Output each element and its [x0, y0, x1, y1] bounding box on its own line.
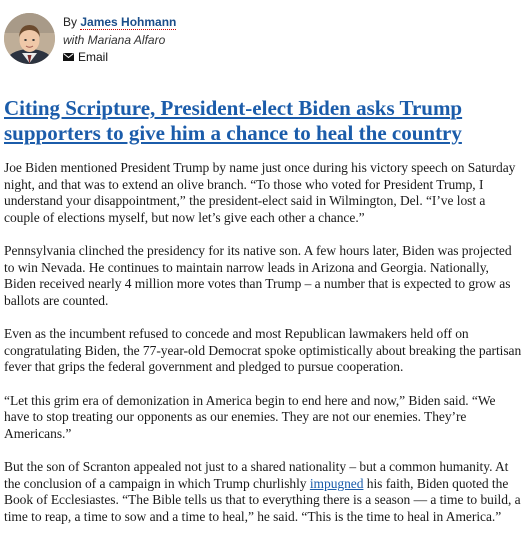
byline [0, 0, 525, 80]
paragraph: Even as the incumbent refused to concede and most Republican lawmakers held off on congratulating Biden, the 77-year-old Democrat spoke optimistically about breaking the partisan fever that grips the federal government and pledged to pursue cooperation. [4, 326, 522, 374]
contributor-line: with Mariana Alfaro [63, 33, 166, 47]
paragraph: Pennsylvania clinched the presidency for its native son. A few hours later, Biden was projected to win Nevada. He continues to maintain narrow leads in Arizona and Georgia. Nationally, Biden received nearly 4 million more votes than Trump – a number that is expected to grow as ballots are counted. [4, 243, 512, 308]
by-prefix: By [63, 15, 78, 29]
author-name-link[interactable]: James Hohmann [80, 15, 177, 29]
author-avatar[interactable] [4, 13, 55, 64]
author-photo [4, 13, 55, 64]
impugned-link[interactable]: impugned [309, 475, 364, 491]
envelope-icon [63, 53, 74, 61]
email-button[interactable] [63, 50, 108, 64]
author-line [63, 15, 176, 29]
paragraph-last [4, 459, 522, 525]
paragraph: “Let this grim era of demonization in America begin to end here and now,” Biden said. “We have to stop treating our opponents as our enemies. They are not our enemies. They’re Americans.” [4, 392, 496, 441]
article-body [4, 160, 522, 542]
paragraph: Joe Biden mentioned President Trump by name just once during his victory speech on Saturday night, and that was to extend an olive branch. “To those who voted for President Trump, I understand your disappointment,” the president-elect said in Wilmington, Del. “I’ve lost a couple of elections myself, but now let’s give each other a chance.” [4, 160, 516, 225]
email-label: Email [78, 50, 109, 64]
paragraph-text: But the son of Scranton appealed not just to a shared nationality – but a common humanity. At the conclusion of a campaign in which Trump churlishly [4, 459, 509, 491]
paragraph-text: his faith, Biden quoted the Book of Ecclesiastes. “The Bible tells us that to everything there is a season — a time to build, a time to reap, a time to sow and a time to heal,” he said. “This is the time to heal in America.” [4, 475, 521, 524]
article-headline[interactable]: Citing Scripture, President-elect Biden asks Trump supporters to give him a chance to heal the country [4, 96, 463, 145]
